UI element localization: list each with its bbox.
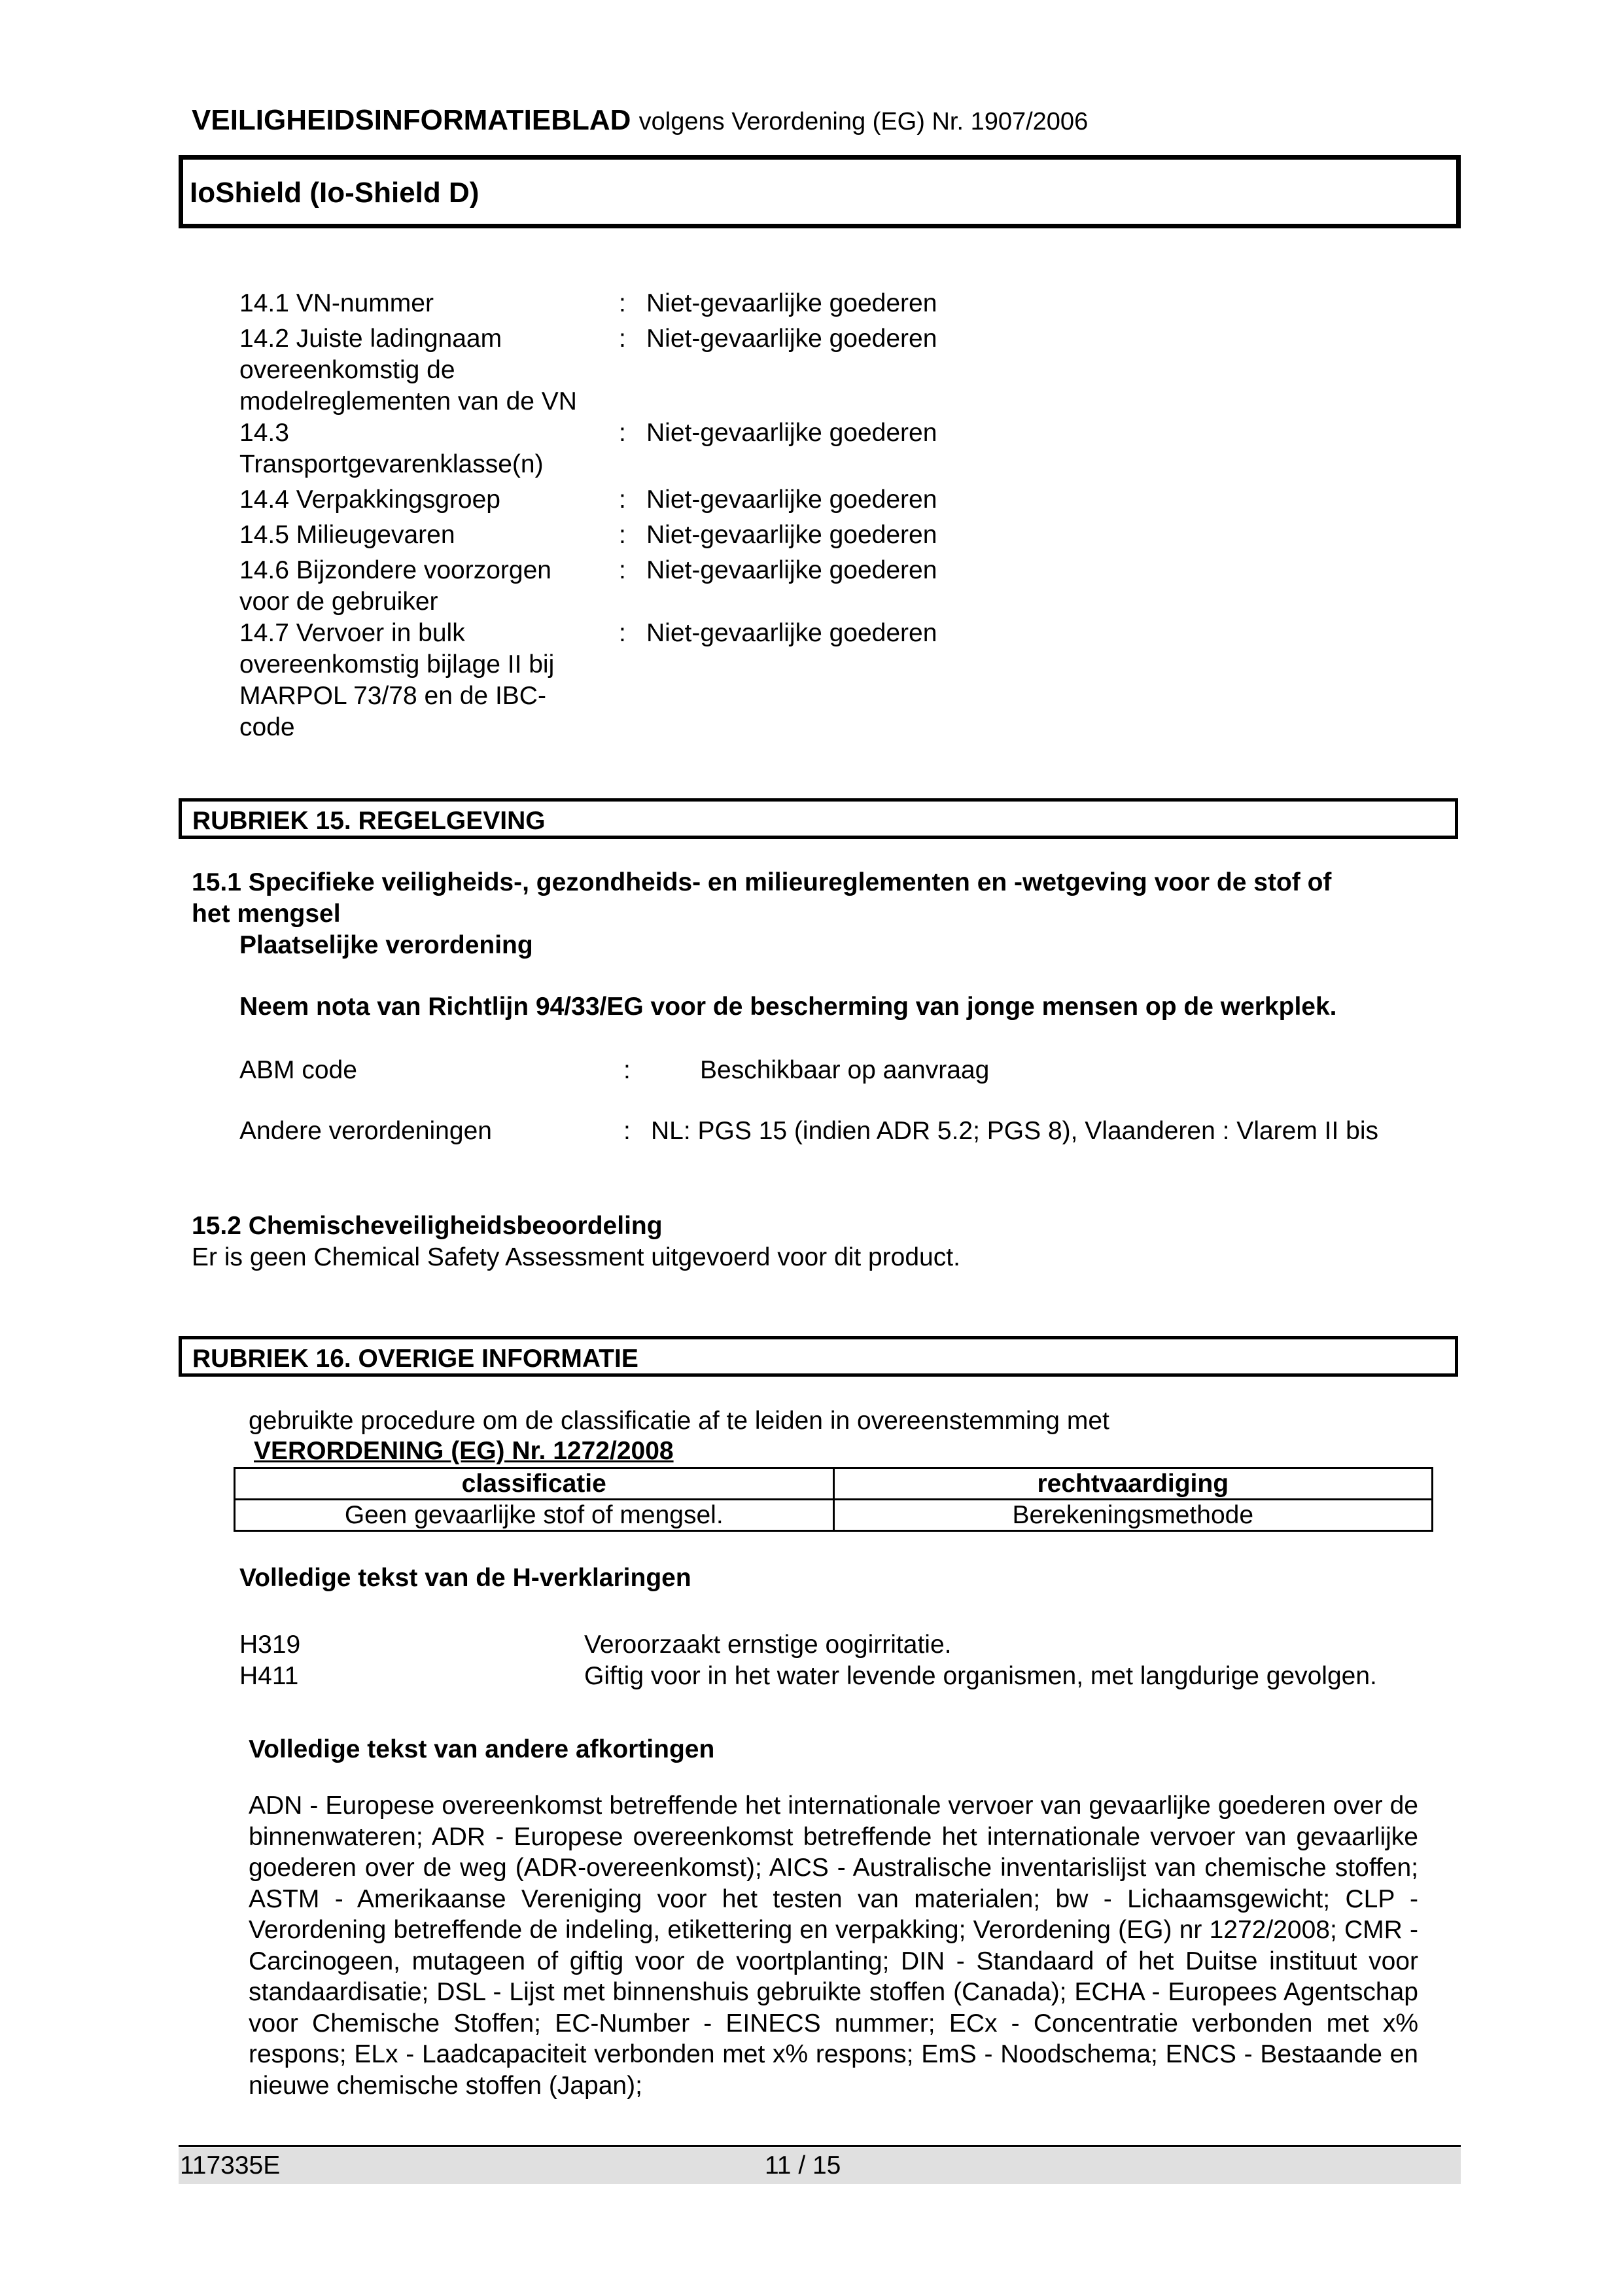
abm-code-label: ABM code <box>239 1056 357 1084</box>
youth-directive-note: Neem nota van Richtlijn 94/33/EG voor de bescherming van jonge mensen op de werkplek. <box>239 993 1337 1021</box>
document-title <box>192 105 1088 136</box>
row-value: Niet-gevaarlijke goederen <box>646 289 937 317</box>
abm-code-colon: : <box>623 1056 631 1084</box>
footer-divider <box>179 2145 1461 2147</box>
product-name-box <box>179 155 1461 228</box>
row-label: 14.3 Transportgevarenklasse(n) <box>239 419 544 478</box>
row-colon: : <box>619 521 626 549</box>
abbreviations-text: ADN - Europese overeenkomst betreffende het internationale vervoer van gevaarlijke goederen over de binnenwateren; ADR - Europese overeenkomst betreffende het internationale vervoer van gevaarlijke goederen over de weg (ADR-overeenkomst); AICS - Australische inventarislijst van chemische stoffen; ASTM - Amerikaanse Vereniging voor het testen van materialen; bw - Lichaamsgewicht; CLP - Verordening betreffende de indeling, etikettering en verpakking; Verordening (EG) nr 1272/2008; CMR - Carcinogeen, mutageen of giftig voor de voortplanting; DIN - Standaard of het Duitse instituut voor standaardisatie; DSL - Lijst met binnenshuis gebruikte stoffen (Canada); ECHA - Europees Agentschap voor Chemische Stoffen; EC-Number - EINECS nummer; ECx - Concentratie verbonden met x% respons; ELx - Laadcapaciteit verbonden met x% respons; EmS - Noodschema; ENCS - Bestaande en nieuwe chemische stoffen (Japan); <box>249 1792 1418 2100</box>
page-footer <box>179 2147 1461 2184</box>
row-label: 14.7 Vervoer in bulk overeenkomstig bijlage II bij MARPOL 73/78 en de IBC-code <box>239 619 555 741</box>
row-colon: : <box>619 486 626 514</box>
row-label: 14.2 Juiste ladingnaam overeenkomstig de modelreglementen van de VN <box>239 325 577 415</box>
column-header-rechtvaardiging: rechtvaardiging <box>833 1468 1433 1500</box>
row-colon: : <box>619 556 626 584</box>
transport-row <box>239 555 1443 618</box>
row-colon: : <box>619 619 626 647</box>
table-cell: Berekeningsmethode <box>833 1500 1433 1531</box>
transport-row <box>239 323 1443 417</box>
h-statement-code: H411 <box>239 1662 299 1690</box>
other-regulations-value: NL: PGS 15 (indien ADR 5.2; PGS 8), Vlaanderen : Vlarem II bis <box>651 1117 1379 1145</box>
abbreviations-heading: Volledige tekst van andere afkortingen <box>249 1735 715 1763</box>
clp-regulation-reference: VERORDENING (EG) Nr. 1272/2008 <box>254 1437 674 1465</box>
table-row <box>235 1500 1433 1531</box>
other-regulations-colon: : <box>623 1117 631 1145</box>
h-statements-heading: Volledige tekst van de H-verklaringen <box>239 1564 691 1592</box>
table-cell: Geen gevaarlijke stof of mengsel. <box>235 1500 834 1531</box>
row-colon: : <box>619 289 626 317</box>
row-label: 14.5 Milieugevaren <box>239 521 455 549</box>
section-16-title: RUBRIEK 16. OVERIGE INFORMATIE <box>192 1345 638 1373</box>
transport-row <box>239 288 1443 319</box>
row-colon: : <box>619 419 626 447</box>
classification-procedure-text: gebruikte procedure om de classificatie af te leiden in overeenstemming met <box>249 1407 1109 1435</box>
row-label: 14.4 Verpakkingsgroep <box>239 486 500 514</box>
local-regulation-heading: Plaatselijke verordening <box>239 931 533 959</box>
h-statement-text: Giftig voor in het water levende organismen, met langdurige gevolgen. <box>584 1662 1377 1690</box>
row-value: Niet-gevaarlijke goederen <box>646 486 937 514</box>
subsection-15-2-text: Er is geen Chemical Safety Assessment uitgevoerd voor dit product. <box>192 1243 960 1271</box>
row-value: Niet-gevaarlijke goederen <box>646 619 937 647</box>
document-title-regulation: volgens Verordening (EG) Nr. 1907/2006 <box>638 108 1089 135</box>
document-code: 117335E <box>180 2151 281 2180</box>
section-16-header <box>179 1336 1458 1377</box>
classification-table <box>234 1467 1433 1532</box>
row-label: 14.1 VN-nummer <box>239 289 434 317</box>
subsection-15-1-title-cont: het mengsel <box>192 900 341 928</box>
subsection-15-1-title: 15.1 Specifieke veiligheids-, gezondheids- en milieureglementen en -wetgeving voor de stof of <box>192 868 1332 896</box>
page-number: 11 / 15 <box>765 2151 841 2180</box>
row-colon: : <box>619 325 626 353</box>
column-header-classificatie: classificatie <box>235 1468 834 1500</box>
subsection-15-2-title: 15.2 Chemischeveiligheidsbeoordeling <box>192 1212 663 1240</box>
abm-code-value: Beschikbaar op aanvraag <box>700 1056 990 1084</box>
row-value: Niet-gevaarlijke goederen <box>646 419 937 447</box>
row-value: Niet-gevaarlijke goederen <box>646 556 937 584</box>
row-label: 14.6 Bijzondere voorzorgen voor de gebruiker <box>239 556 551 616</box>
product-name: IoShield (Io-Shield D) <box>190 177 480 209</box>
other-regulations-label: Andere verordeningen <box>239 1117 492 1145</box>
row-value: Niet-gevaarlijke goederen <box>646 521 937 549</box>
table-header-row <box>235 1468 1433 1500</box>
document-title-main: VEILIGHEIDSINFORMATIEBLAD <box>192 104 631 136</box>
section-15-title: RUBRIEK 15. REGELGEVING <box>192 807 546 835</box>
transport-row <box>239 618 1443 743</box>
transport-row <box>239 417 1443 480</box>
transport-row <box>239 484 1443 516</box>
row-value: Niet-gevaarlijke goederen <box>646 325 937 353</box>
transport-info-list <box>239 288 1443 743</box>
h-statement-text: Veroorzaakt ernstige oogirritatie. <box>584 1631 952 1659</box>
transport-row <box>239 520 1443 551</box>
h-statement-code: H319 <box>239 1631 301 1659</box>
section-15-header <box>179 798 1458 839</box>
